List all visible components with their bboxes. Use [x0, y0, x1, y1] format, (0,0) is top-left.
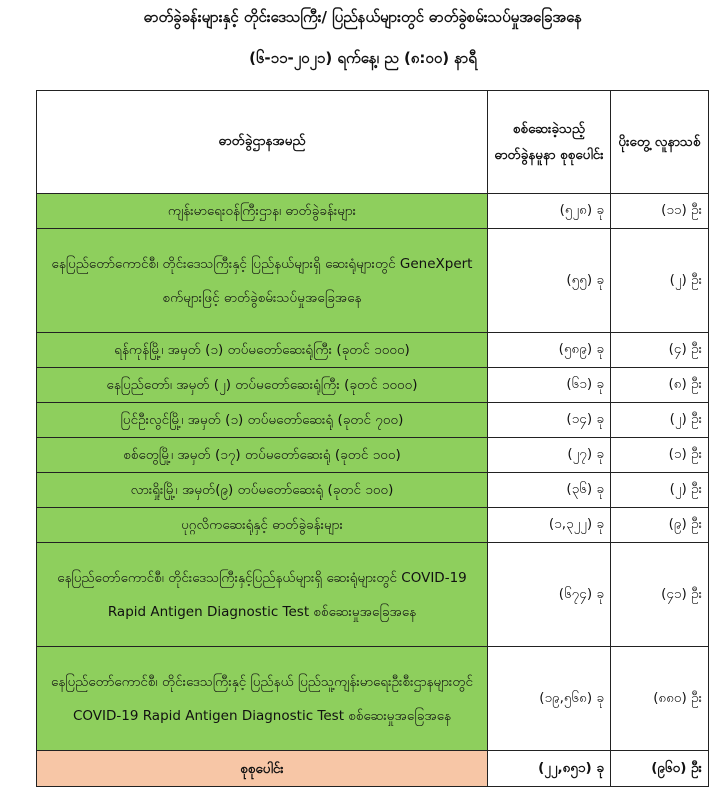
lab-name-cell: ပုဂ္ဂလိကဆေးရုံနှင့် ဓာတ်ခွဲခန်းများ	[37, 508, 488, 543]
table-row	[37, 647, 709, 751]
table-row	[37, 368, 709, 403]
samples-cell: (၅၈၉) ခု	[488, 333, 611, 368]
positives-cell: (၈) ဦး	[611, 368, 709, 403]
samples-cell: (၆၁) ခု	[488, 368, 611, 403]
table-row	[37, 473, 709, 508]
table-row	[37, 508, 709, 543]
lab-name-cell: ရန်ကုန်မြို့၊ အမှတ် (၁) တပ်မတော်ဆေးရုံကြီး (ခုတင် ၁၀၀၀)	[37, 333, 488, 368]
samples-cell: (၅၅) ခု	[488, 229, 611, 333]
samples-cell: (၁၉,၅၆၈) ခု	[488, 647, 611, 751]
total-label: စုစုပေါင်း	[37, 751, 488, 787]
table-header-row	[37, 91, 709, 194]
positives-cell: (၂) ဦး	[611, 403, 709, 438]
table-row	[37, 194, 709, 229]
samples-cell: (၂၇) ခု	[488, 438, 611, 473]
total-samples: (၂၂,၈၅၁) ခု	[488, 751, 611, 787]
lab-test-table	[36, 90, 709, 787]
positives-cell: (၄၁) ဦး	[611, 543, 709, 647]
lab-name-cell: နေပြည်တော်ကောင်စီ၊ တိုင်းဒေသကြီးနှင့်ပြည်နယ်များရှိ ဆေးရုံများတွင် COVID-19 Rapid Antigen Diagnostic Test စစ်ဆေးမှုအခြေအနေ	[37, 543, 488, 647]
lab-name-cell: နေပြည်တော်ကောင်စီ၊ တိုင်းဒေသကြီးနှင့် ပြည်နယ်များရှိ ဆေးရုံများတွင် GeneXpert စက်များဖြင့် ဓာတ်ခွဲစမ်းသပ်မှုအခြေအနေ	[37, 229, 488, 333]
samples-cell: (၁,၃၂၂) ခု	[488, 508, 611, 543]
table-row	[37, 543, 709, 647]
table-row	[37, 438, 709, 473]
positives-cell: (၁) ဦး	[611, 438, 709, 473]
header-new-positives: ပိုးတွေ့ လူနာသစ်	[611, 91, 709, 194]
header-total-samples: စစ်ဆေးခဲ့သည့် ဓာတ်ခွဲနမူနာ စုစုပေါင်း	[488, 91, 611, 194]
samples-cell: (၁၄) ခု	[488, 403, 611, 438]
positives-cell: (၂) ဦး	[611, 473, 709, 508]
lab-name-cell: စစ်တွေမြို့၊ အမှတ် (၁၇) တပ်မတော်ဆေးရုံ (ခုတင် ၁၀၀)	[37, 438, 488, 473]
total-row	[37, 751, 709, 787]
lab-name-cell: ကျန်းမာရေးဝန်ကြီးဌာန၊ ဓာတ်ခွဲခန်းများ	[37, 194, 488, 229]
samples-cell: (၃၆) ခု	[488, 473, 611, 508]
report-date: (၆-၁၁-၂၀၂၁) ရက်နေ့၊ ည (၈:၀၀) နာရီ	[249, 49, 477, 67]
lab-name-cell: ပြင်ဦးလွင်မြို့၊ အမှတ် (၁) တပ်မတော်ဆေးရုံ (ခုတင် ၇၀၀)	[37, 403, 488, 438]
positives-cell: (၁၁) ဦး	[611, 194, 709, 229]
total-positives: (၉၆၀) ဦး	[611, 751, 709, 787]
positives-cell: (၂) ဦး	[611, 229, 709, 333]
positives-cell: (၉) ဦး	[611, 508, 709, 543]
lab-name-cell: လားရှိုးမြို့၊ အမှတ်(၉) တပ်မတော်ဆေးရုံ (ခုတင် ၁၀၀)	[37, 473, 488, 508]
positives-cell: (၈၈၀) ဦး	[611, 647, 709, 751]
header-lab-name: ဓာတ်ခွဲဌာနအမည်	[37, 91, 488, 194]
samples-cell: (၆၇၄) ခု	[488, 543, 611, 647]
table-row	[37, 229, 709, 333]
table-row	[37, 403, 709, 438]
report-title: ဓာတ်ခွဲခန်းများနှင့် တိုင်းဒေသကြီး/ ပြည်နယ်များတွင် ဓာတ်ခွဲစမ်းသပ်မှုအခြေအနေ	[143, 8, 583, 26]
samples-cell: (၅၂၈) ခု	[488, 194, 611, 229]
positives-cell: (၄) ဦး	[611, 333, 709, 368]
lab-name-cell: နေပြည်တော်၊ အမှတ် (၂) တပ်မတော်ဆေးရုံကြီး (ခုတင် ၁၀၀၀)	[37, 368, 488, 403]
table-row	[37, 333, 709, 368]
lab-name-cell: နေပြည်တော်ကောင်စီ၊ တိုင်းဒေသကြီးနှင့် ပြည်နယ် ပြည်သူ့ကျန်းမာရေးဦးစီးဌာနများတွင် COVID-19 Rapid Antigen Diagnostic Test စစ်ဆေးမှုအခြေအနေ	[37, 647, 488, 751]
